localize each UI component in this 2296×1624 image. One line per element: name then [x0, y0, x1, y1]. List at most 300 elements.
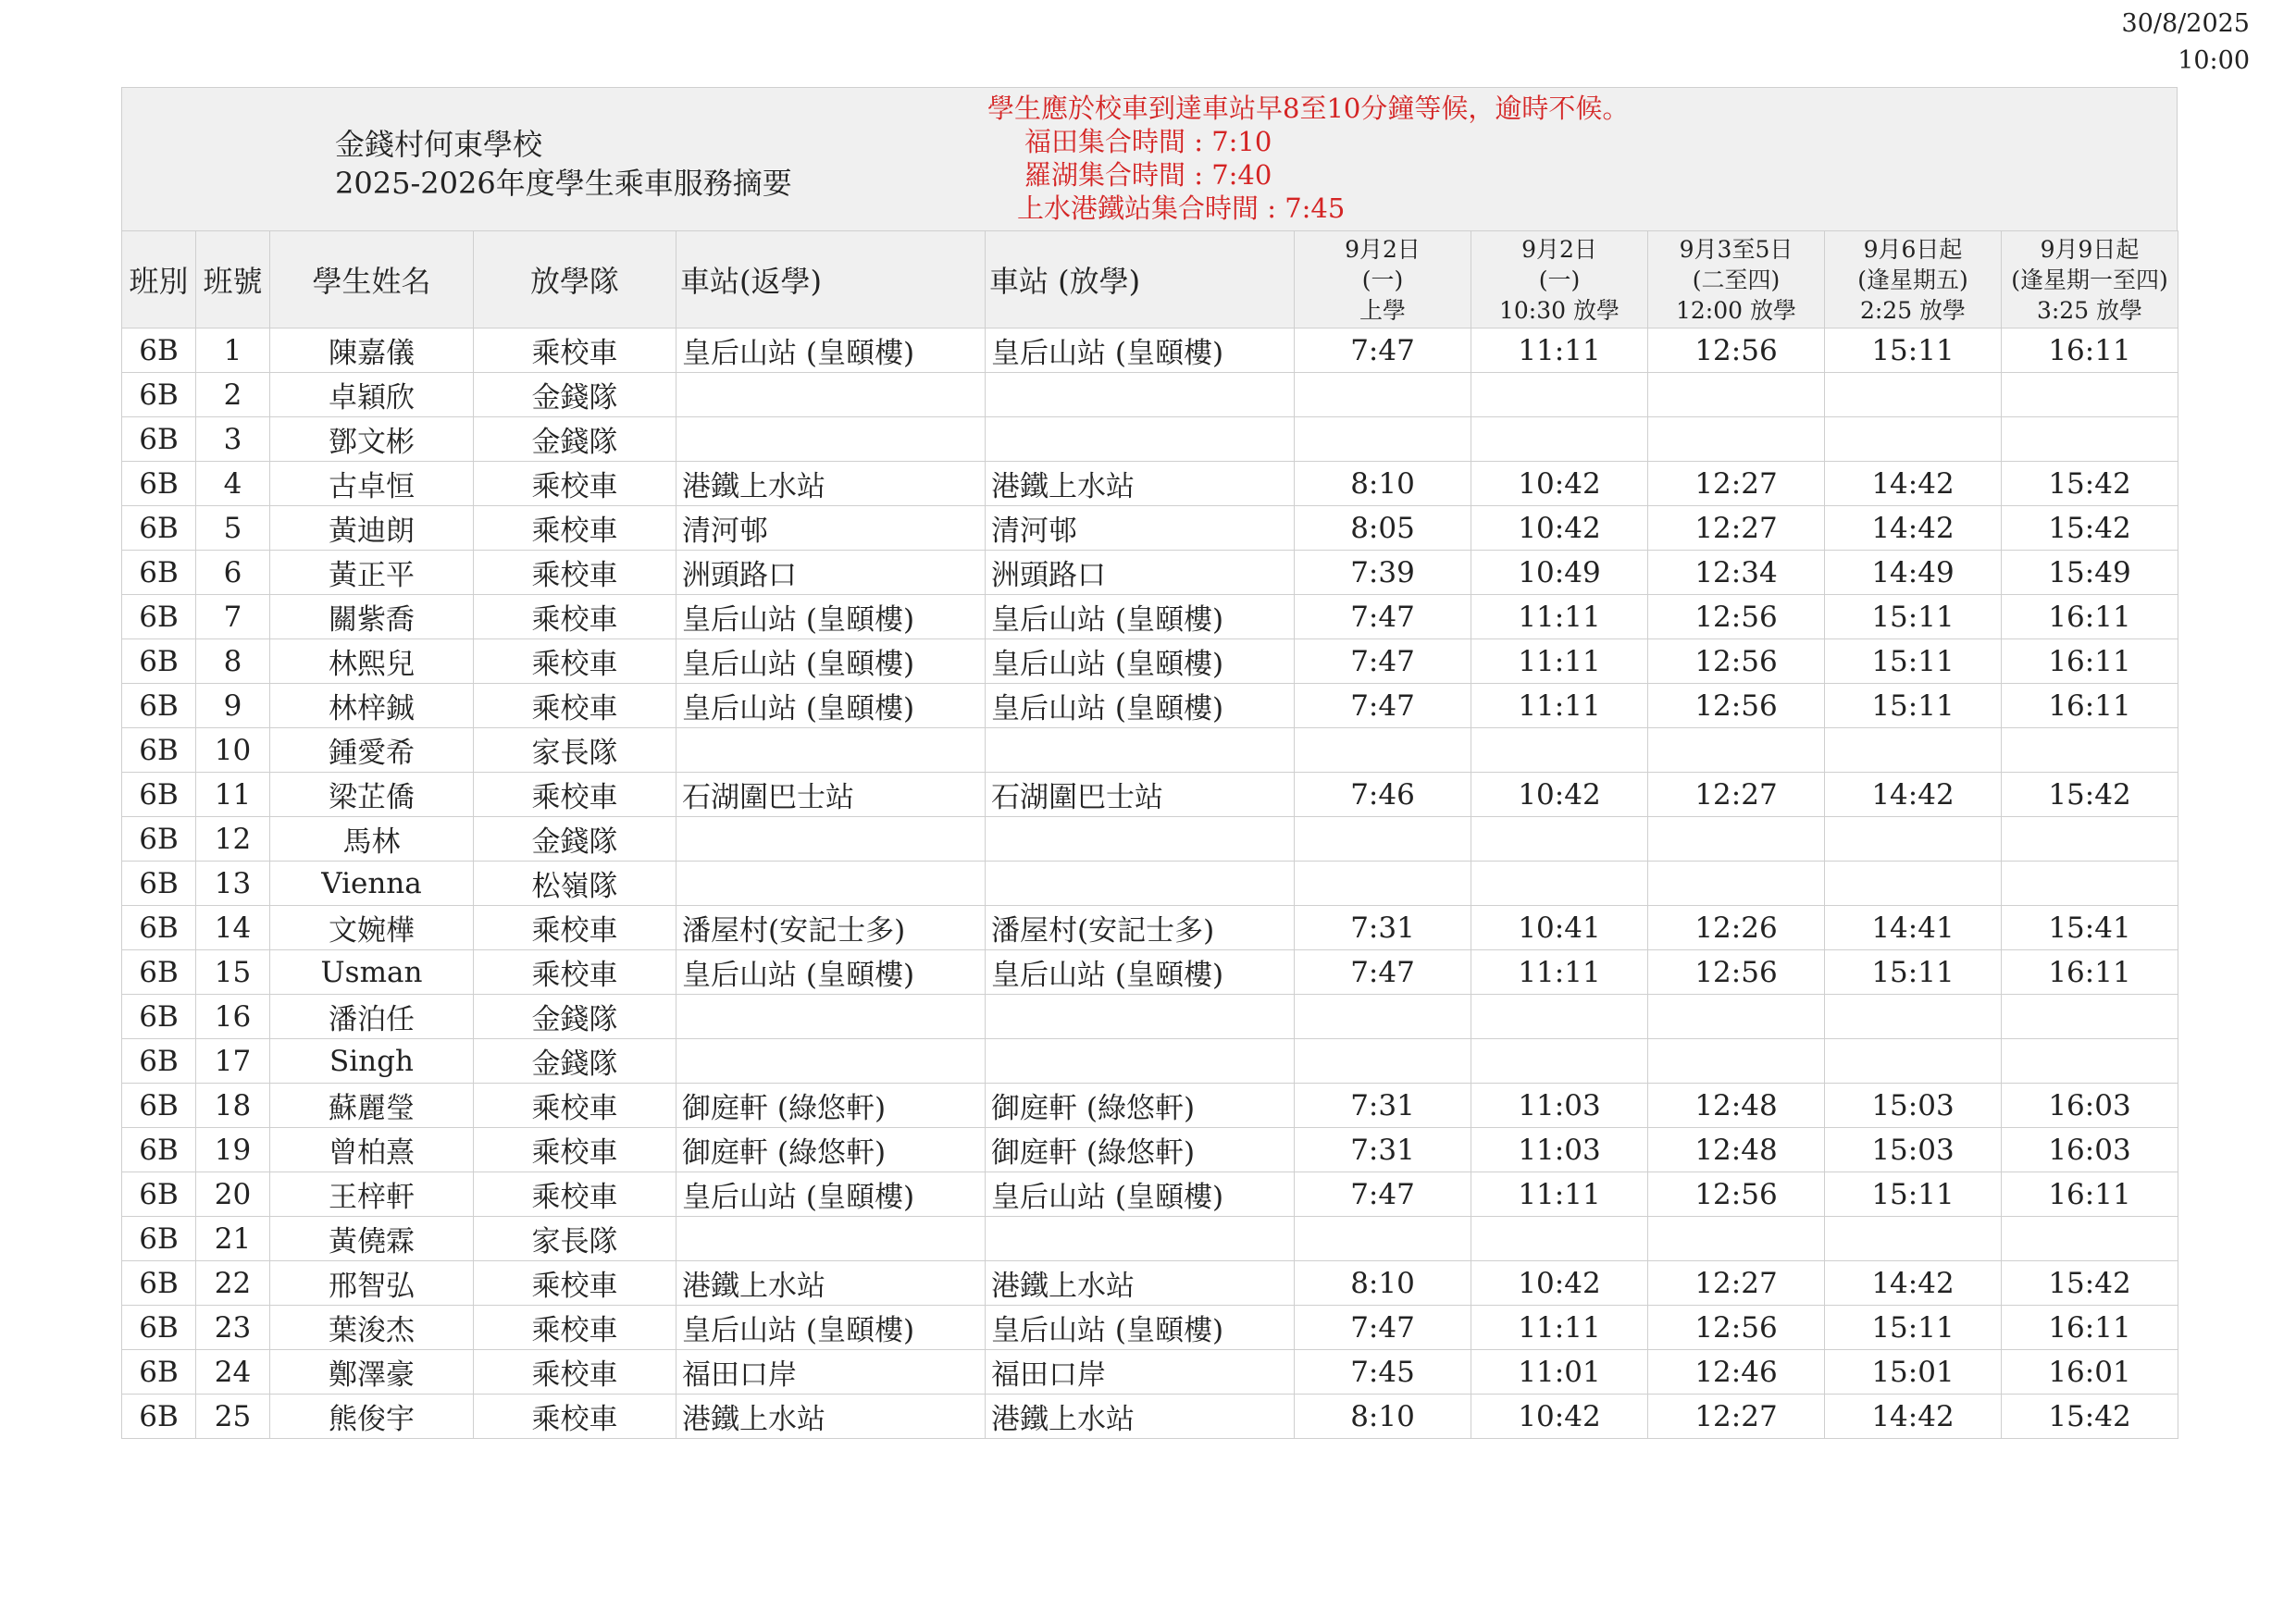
col-time-4: 9月6日起 (逢星期五) 2:25 放學	[1825, 231, 2002, 329]
table-row	[122, 417, 2178, 462]
cell-number: 13	[196, 862, 270, 906]
cell-stop-from	[986, 817, 1295, 862]
cell-team: 乘校車	[474, 551, 676, 595]
cell-time-3: 12:56	[1648, 950, 1825, 995]
cell-stop-from	[986, 862, 1295, 906]
cell-stop-from: 皇后山站 (皇頤樓)	[986, 684, 1295, 728]
cell-time-5: 16:03	[2002, 1128, 2178, 1172]
cell-time-1: 7:47	[1295, 1172, 1471, 1217]
cell-name: 卓穎欣	[270, 373, 474, 417]
cell-class: 6B	[122, 995, 196, 1039]
table-row	[122, 1217, 2178, 1261]
cell-time-5: 16:03	[2002, 1084, 2178, 1128]
cell-stop-from: 皇后山站 (皇頤樓)	[986, 329, 1295, 373]
cell-name: 蘇麗瑩	[270, 1084, 474, 1128]
cell-stop-to	[676, 1039, 986, 1084]
cell-time-1	[1295, 1217, 1471, 1261]
cell-number: 5	[196, 506, 270, 551]
cell-time-4: 15:11	[1825, 1172, 2002, 1217]
col-team: 放學隊	[474, 231, 676, 329]
table-row	[122, 1084, 2178, 1128]
col-class: 班別	[122, 231, 196, 329]
cell-time-2: 11:03	[1471, 1128, 1648, 1172]
cell-time-1	[1295, 862, 1471, 906]
cell-time-5: 15:42	[2002, 462, 2178, 506]
cell-time-3	[1648, 373, 1825, 417]
cell-time-2: 10:42	[1471, 1261, 1648, 1306]
cell-name: 曾柏熹	[270, 1128, 474, 1172]
cell-stop-to: 潘屋村(安記士多)	[676, 906, 986, 950]
cell-name: 王梓軒	[270, 1172, 474, 1217]
cell-stop-to	[676, 862, 986, 906]
cell-team: 金錢隊	[474, 373, 676, 417]
table-row	[122, 373, 2178, 417]
cell-time-2	[1471, 728, 1648, 773]
table-header-row	[122, 231, 2178, 329]
cell-number: 14	[196, 906, 270, 950]
print-date: 30/8/2025	[2121, 9, 2250, 38]
col-stop-from-school: 車站 (放學)	[986, 231, 1295, 329]
cell-stop-from: 皇后山站 (皇頤樓)	[986, 595, 1295, 639]
cell-time-3: 12:34	[1648, 551, 1825, 595]
cell-class: 6B	[122, 1217, 196, 1261]
cell-team: 金錢隊	[474, 417, 676, 462]
cell-time-2: 10:42	[1471, 1395, 1648, 1439]
cell-team: 乘校車	[474, 595, 676, 639]
cell-name: 黃正平	[270, 551, 474, 595]
cell-name: 林熙兒	[270, 639, 474, 684]
cell-class: 6B	[122, 551, 196, 595]
table-row	[122, 1350, 2178, 1395]
table-row	[122, 1306, 2178, 1350]
cell-time-4: 14:42	[1825, 506, 2002, 551]
cell-stop-from: 皇后山站 (皇頤樓)	[986, 950, 1295, 995]
cell-time-4	[1825, 1039, 2002, 1084]
cell-time-2: 11:11	[1471, 950, 1648, 995]
cell-time-1: 7:47	[1295, 329, 1471, 373]
cell-time-5: 16:11	[2002, 1172, 2178, 1217]
cell-time-2: 10:41	[1471, 906, 1648, 950]
cell-number: 22	[196, 1261, 270, 1306]
cell-class: 6B	[122, 728, 196, 773]
table-row	[122, 639, 2178, 684]
cell-stop-from: 洲頭路口	[986, 551, 1295, 595]
cell-time-2: 10:49	[1471, 551, 1648, 595]
cell-stop-from	[986, 995, 1295, 1039]
cell-stop-to: 港鐵上水站	[676, 1261, 986, 1306]
cell-stop-to: 洲頭路口	[676, 551, 986, 595]
cell-time-4: 15:11	[1825, 1306, 2002, 1350]
cell-time-1: 8:10	[1295, 1395, 1471, 1439]
cell-time-2: 10:42	[1471, 773, 1648, 817]
cell-time-5: 15:42	[2002, 506, 2178, 551]
cell-stop-from	[986, 728, 1295, 773]
cell-time-2: 11:11	[1471, 1306, 1648, 1350]
cell-time-5: 16:11	[2002, 639, 2178, 684]
cell-time-3	[1648, 728, 1825, 773]
col-time-3: 9月3至5日 (二至四) 12:00 放學	[1648, 231, 1825, 329]
cell-time-5: 15:42	[2002, 773, 2178, 817]
cell-time-5	[2002, 728, 2178, 773]
cell-time-2: 11:11	[1471, 639, 1648, 684]
cell-time-1: 7:47	[1295, 1306, 1471, 1350]
table-row	[122, 817, 2178, 862]
cell-time-4: 14:42	[1825, 1261, 2002, 1306]
note-line: 學生應於校車到達車站早8至10分鐘等候，逾時不候。	[987, 93, 1630, 124]
cell-name: Singh	[270, 1039, 474, 1084]
cell-time-3: 12:56	[1648, 684, 1825, 728]
cell-time-3: 12:56	[1648, 595, 1825, 639]
cell-time-3: 12:56	[1648, 639, 1825, 684]
cell-stop-to: 港鐵上水站	[676, 462, 986, 506]
cell-time-3: 12:48	[1648, 1084, 1825, 1128]
cell-name: 潘泊任	[270, 995, 474, 1039]
cell-time-1: 7:31	[1295, 906, 1471, 950]
cell-time-5: 16:11	[2002, 595, 2178, 639]
cell-time-4: 14:41	[1825, 906, 2002, 950]
cell-team: 家長隊	[474, 1217, 676, 1261]
table-row	[122, 1395, 2178, 1439]
print-time: 10:00	[2178, 46, 2250, 75]
table-row	[122, 906, 2178, 950]
cell-class: 6B	[122, 1084, 196, 1128]
cell-time-2	[1471, 417, 1648, 462]
cell-stop-from	[986, 1039, 1295, 1084]
cell-time-4: 14:49	[1825, 551, 2002, 595]
col-number: 班號	[196, 231, 270, 329]
cell-number: 4	[196, 462, 270, 506]
cell-stop-from	[986, 417, 1295, 462]
note-line: 上水港鐵站集合時間 : 7:45	[1017, 192, 1346, 224]
cell-number: 10	[196, 728, 270, 773]
note-line: 福田集合時間 : 7:10	[1024, 126, 1272, 157]
cell-stop-to: 石湖圍巴士站	[676, 773, 986, 817]
cell-time-1: 7:31	[1295, 1084, 1471, 1128]
cell-time-4: 15:11	[1825, 950, 2002, 995]
cell-number: 1	[196, 329, 270, 373]
cell-time-5: 16:01	[2002, 1350, 2178, 1395]
cell-stop-from: 御庭軒 (綠悠軒)	[986, 1084, 1295, 1128]
cell-time-5: 16:11	[2002, 684, 2178, 728]
table-row	[122, 462, 2178, 506]
cell-time-2: 11:11	[1471, 329, 1648, 373]
cell-class: 6B	[122, 1172, 196, 1217]
cell-number: 11	[196, 773, 270, 817]
bus-service-sheet	[121, 87, 2178, 1439]
cell-time-1: 7:47	[1295, 639, 1471, 684]
cell-time-3	[1648, 862, 1825, 906]
cell-team: 家長隊	[474, 728, 676, 773]
cell-class: 6B	[122, 950, 196, 995]
cell-stop-to: 港鐵上水站	[676, 1395, 986, 1439]
cell-team: 乘校車	[474, 1306, 676, 1350]
cell-class: 6B	[122, 862, 196, 906]
cell-team: 乘校車	[474, 1084, 676, 1128]
table-row	[122, 1261, 2178, 1306]
cell-number: 8	[196, 639, 270, 684]
cell-time-2: 11:03	[1471, 1084, 1648, 1128]
cell-time-4: 14:42	[1825, 1395, 2002, 1439]
cell-time-3: 12:27	[1648, 506, 1825, 551]
cell-number: 21	[196, 1217, 270, 1261]
cell-number: 17	[196, 1039, 270, 1084]
col-name: 學生姓名	[270, 231, 474, 329]
cell-stop-from: 福田口岸	[986, 1350, 1295, 1395]
cell-time-3	[1648, 1039, 1825, 1084]
cell-class: 6B	[122, 417, 196, 462]
cell-time-4: 15:01	[1825, 1350, 2002, 1395]
cell-time-2: 11:11	[1471, 684, 1648, 728]
cell-number: 3	[196, 417, 270, 462]
table-row	[122, 995, 2178, 1039]
cell-time-1: 7:47	[1295, 595, 1471, 639]
cell-time-2	[1471, 862, 1648, 906]
cell-time-4: 15:11	[1825, 595, 2002, 639]
cell-stop-to: 皇后山站 (皇頤樓)	[676, 684, 986, 728]
cell-time-3: 12:56	[1648, 1306, 1825, 1350]
cell-class: 6B	[122, 595, 196, 639]
cell-team: 金錢隊	[474, 817, 676, 862]
cell-number: 2	[196, 373, 270, 417]
cell-time-1	[1295, 417, 1471, 462]
cell-time-4: 15:03	[1825, 1128, 2002, 1172]
cell-class: 6B	[122, 639, 196, 684]
cell-name: 鄧文彬	[270, 417, 474, 462]
cell-time-1: 8:10	[1295, 462, 1471, 506]
cell-time-5	[2002, 373, 2178, 417]
table-row	[122, 728, 2178, 773]
cell-team: 松嶺隊	[474, 862, 676, 906]
cell-time-4: 15:03	[1825, 1084, 2002, 1128]
cell-time-4	[1825, 1217, 2002, 1261]
table-row	[122, 551, 2178, 595]
sheet-subtitle: 2025-2026年度學生乘車服務摘要	[335, 166, 792, 201]
cell-stop-from	[986, 1217, 1295, 1261]
cell-stop-to: 御庭軒 (綠悠軒)	[676, 1084, 986, 1128]
cell-time-2: 11:11	[1471, 595, 1648, 639]
cell-time-4: 15:11	[1825, 329, 2002, 373]
col-stop-to-school: 車站(返學)	[676, 231, 986, 329]
cell-time-1	[1295, 1039, 1471, 1084]
cell-stop-to: 皇后山站 (皇頤樓)	[676, 639, 986, 684]
cell-class: 6B	[122, 773, 196, 817]
col-time-5: 9月9日起 (逢星期一至四) 3:25 放學	[2002, 231, 2178, 329]
table-row	[122, 773, 2178, 817]
cell-time-3: 12:27	[1648, 1395, 1825, 1439]
col-time-1: 9月2日 (一) 上學	[1295, 231, 1471, 329]
cell-time-3: 12:27	[1648, 462, 1825, 506]
cell-stop-from	[986, 373, 1295, 417]
cell-name: 葉浚杰	[270, 1306, 474, 1350]
cell-time-5: 16:11	[2002, 329, 2178, 373]
cell-stop-to: 皇后山站 (皇頤樓)	[676, 595, 986, 639]
cell-number: 18	[196, 1084, 270, 1128]
cell-number: 20	[196, 1172, 270, 1217]
cell-name: 古卓恒	[270, 462, 474, 506]
cell-class: 6B	[122, 1128, 196, 1172]
cell-name: 黃僥霖	[270, 1217, 474, 1261]
cell-number: 15	[196, 950, 270, 995]
cell-time-4	[1825, 417, 2002, 462]
cell-time-5	[2002, 995, 2178, 1039]
cell-stop-from: 皇后山站 (皇頤樓)	[986, 1172, 1295, 1217]
cell-time-1	[1295, 728, 1471, 773]
cell-time-1: 7:31	[1295, 1128, 1471, 1172]
table-row	[122, 684, 2178, 728]
table-row	[122, 862, 2178, 906]
cell-stop-to	[676, 728, 986, 773]
cell-class: 6B	[122, 329, 196, 373]
cell-time-2	[1471, 817, 1648, 862]
cell-class: 6B	[122, 1350, 196, 1395]
cell-stop-from: 清河邨	[986, 506, 1295, 551]
student-bus-table	[121, 230, 2178, 1439]
cell-time-5	[2002, 862, 2178, 906]
cell-stop-from: 港鐵上水站	[986, 1261, 1295, 1306]
assembly-notes	[987, 92, 1629, 225]
cell-stop-from: 潘屋村(安記士多)	[986, 906, 1295, 950]
cell-team: 乘校車	[474, 1261, 676, 1306]
cell-stop-to: 皇后山站 (皇頤樓)	[676, 1306, 986, 1350]
cell-time-4: 15:11	[1825, 639, 2002, 684]
cell-time-1: 8:05	[1295, 506, 1471, 551]
school-name: 金錢村何東學校	[335, 127, 543, 162]
table-row	[122, 1039, 2178, 1084]
cell-class: 6B	[122, 684, 196, 728]
cell-name: 邢智弘	[270, 1261, 474, 1306]
cell-number: 16	[196, 995, 270, 1039]
cell-time-2	[1471, 373, 1648, 417]
cell-number: 24	[196, 1350, 270, 1395]
cell-class: 6B	[122, 373, 196, 417]
cell-stop-to: 皇后山站 (皇頤樓)	[676, 329, 986, 373]
cell-time-3: 12:27	[1648, 773, 1825, 817]
cell-time-1: 7:39	[1295, 551, 1471, 595]
cell-team: 金錢隊	[474, 995, 676, 1039]
cell-number: 9	[196, 684, 270, 728]
cell-stop-from: 皇后山站 (皇頤樓)	[986, 1306, 1295, 1350]
cell-name: 鄭澤豪	[270, 1350, 474, 1395]
cell-time-1	[1295, 373, 1471, 417]
cell-class: 6B	[122, 506, 196, 551]
cell-number: 19	[196, 1128, 270, 1172]
cell-name: 文婉樺	[270, 906, 474, 950]
cell-stop-from: 皇后山站 (皇頤樓)	[986, 639, 1295, 684]
cell-team: 乘校車	[474, 329, 676, 373]
table-row	[122, 1172, 2178, 1217]
cell-stop-to: 御庭軒 (綠悠軒)	[676, 1128, 986, 1172]
cell-time-5: 16:11	[2002, 1306, 2178, 1350]
cell-stop-to: 皇后山站 (皇頤樓)	[676, 1172, 986, 1217]
cell-time-3: 12:56	[1648, 329, 1825, 373]
table-row	[122, 506, 2178, 551]
cell-team: 乘校車	[474, 1395, 676, 1439]
cell-time-3: 12:56	[1648, 1172, 1825, 1217]
cell-team: 乘校車	[474, 773, 676, 817]
cell-class: 6B	[122, 1039, 196, 1084]
table-row	[122, 329, 2178, 373]
cell-time-2: 11:11	[1471, 1172, 1648, 1217]
col-time-2: 9月2日 (一) 10:30 放學	[1471, 231, 1648, 329]
cell-stop-from: 港鐵上水站	[986, 1395, 1295, 1439]
cell-class: 6B	[122, 1306, 196, 1350]
cell-team: 乘校車	[474, 906, 676, 950]
cell-class: 6B	[122, 817, 196, 862]
cell-team: 乘校車	[474, 1350, 676, 1395]
cell-time-4	[1825, 373, 2002, 417]
cell-time-2: 11:01	[1471, 1350, 1648, 1395]
cell-time-1: 7:46	[1295, 773, 1471, 817]
cell-time-2: 10:42	[1471, 462, 1648, 506]
cell-time-4: 15:11	[1825, 684, 2002, 728]
cell-number: 7	[196, 595, 270, 639]
cell-class: 6B	[122, 1261, 196, 1306]
cell-time-3	[1648, 1217, 1825, 1261]
cell-time-3: 12:26	[1648, 906, 1825, 950]
cell-stop-to: 清河邨	[676, 506, 986, 551]
cell-time-5: 15:49	[2002, 551, 2178, 595]
cell-team: 乘校車	[474, 462, 676, 506]
cell-stop-to	[676, 995, 986, 1039]
cell-time-3	[1648, 417, 1825, 462]
cell-time-5	[2002, 1217, 2178, 1261]
cell-class: 6B	[122, 462, 196, 506]
cell-class: 6B	[122, 1395, 196, 1439]
cell-stop-from: 石湖圍巴士站	[986, 773, 1295, 817]
sheet-header	[121, 87, 2178, 230]
cell-time-2	[1471, 995, 1648, 1039]
cell-time-5	[2002, 817, 2178, 862]
cell-time-1	[1295, 817, 1471, 862]
table-row	[122, 595, 2178, 639]
cell-number: 23	[196, 1306, 270, 1350]
cell-class: 6B	[122, 906, 196, 950]
cell-time-1: 7:45	[1295, 1350, 1471, 1395]
cell-time-3: 12:27	[1648, 1261, 1825, 1306]
cell-stop-from: 御庭軒 (綠悠軒)	[986, 1128, 1295, 1172]
cell-name: 馬林	[270, 817, 474, 862]
cell-team: 乘校車	[474, 684, 676, 728]
cell-time-1: 8:10	[1295, 1261, 1471, 1306]
cell-team: 乘校車	[474, 1172, 676, 1217]
cell-name: Vienna	[270, 862, 474, 906]
cell-time-1	[1295, 995, 1471, 1039]
cell-stop-to	[676, 1217, 986, 1261]
cell-time-4: 14:42	[1825, 773, 2002, 817]
cell-time-5: 15:42	[2002, 1261, 2178, 1306]
cell-number: 12	[196, 817, 270, 862]
table-row	[122, 1128, 2178, 1172]
cell-team: 乘校車	[474, 639, 676, 684]
cell-time-1: 7:47	[1295, 684, 1471, 728]
school-title-block	[335, 125, 1001, 203]
cell-stop-to	[676, 417, 986, 462]
cell-name: Usman	[270, 950, 474, 995]
cell-name: 梁芷僑	[270, 773, 474, 817]
cell-stop-to: 皇后山站 (皇頤樓)	[676, 950, 986, 995]
cell-time-4	[1825, 995, 2002, 1039]
cell-time-5: 15:41	[2002, 906, 2178, 950]
cell-time-4	[1825, 817, 2002, 862]
table-row	[122, 950, 2178, 995]
cell-name: 熊俊宇	[270, 1395, 474, 1439]
cell-time-1: 7:47	[1295, 950, 1471, 995]
cell-number: 6	[196, 551, 270, 595]
cell-team: 乘校車	[474, 1128, 676, 1172]
cell-stop-to	[676, 373, 986, 417]
cell-time-2: 10:42	[1471, 506, 1648, 551]
note-line: 羅湖集合時間 : 7:40	[1024, 159, 1272, 191]
